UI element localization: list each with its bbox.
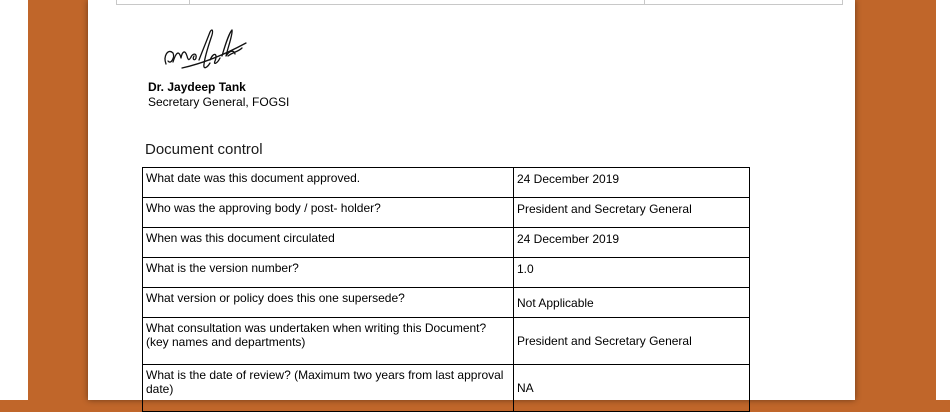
table-row [143, 365, 750, 412]
answer-cell: 1.0 [514, 258, 750, 288]
table-row [143, 198, 750, 228]
signatory-name: Dr. Jaydeep Tank [148, 80, 246, 94]
signatory-title: Secretary General, FOGSI [148, 95, 290, 109]
question-cell: What is the version number? [143, 258, 514, 288]
question-cell: What date was this document approved. [143, 168, 514, 198]
question-cell: Who was the approving body / post- holder? [143, 198, 514, 228]
question-cell: What version or policy does this one supersede? [143, 288, 514, 318]
left-margin [0, 0, 28, 400]
right-margin [936, 0, 950, 400]
handwritten-signature [160, 20, 252, 78]
question-cell: What consultation was undertaken when writing this Document? (key names and departments) [143, 318, 514, 365]
answer-cell: 24 December 2019 [514, 228, 750, 258]
answer-cell: President and Secretary General [514, 318, 750, 365]
table-row [143, 228, 750, 258]
table-row [143, 318, 750, 365]
question-cell: When was this document circulated [143, 228, 514, 258]
table-row [143, 258, 750, 288]
answer-cell: Not Applicable [514, 288, 750, 318]
document-control-table [142, 167, 750, 412]
answer-cell: 24 December 2019 [514, 168, 750, 198]
question-cell: What is the date of review? (Maximum two years from last approval date) [143, 365, 514, 412]
document-control-heading: Document control [145, 141, 263, 158]
table-row [143, 168, 750, 198]
document-page [88, 0, 855, 400]
table-row [143, 288, 750, 318]
answer-cell: NA [514, 365, 750, 412]
previous-table-bottom-edge [116, 0, 843, 5]
answer-cell: President and Secretary General [514, 198, 750, 228]
